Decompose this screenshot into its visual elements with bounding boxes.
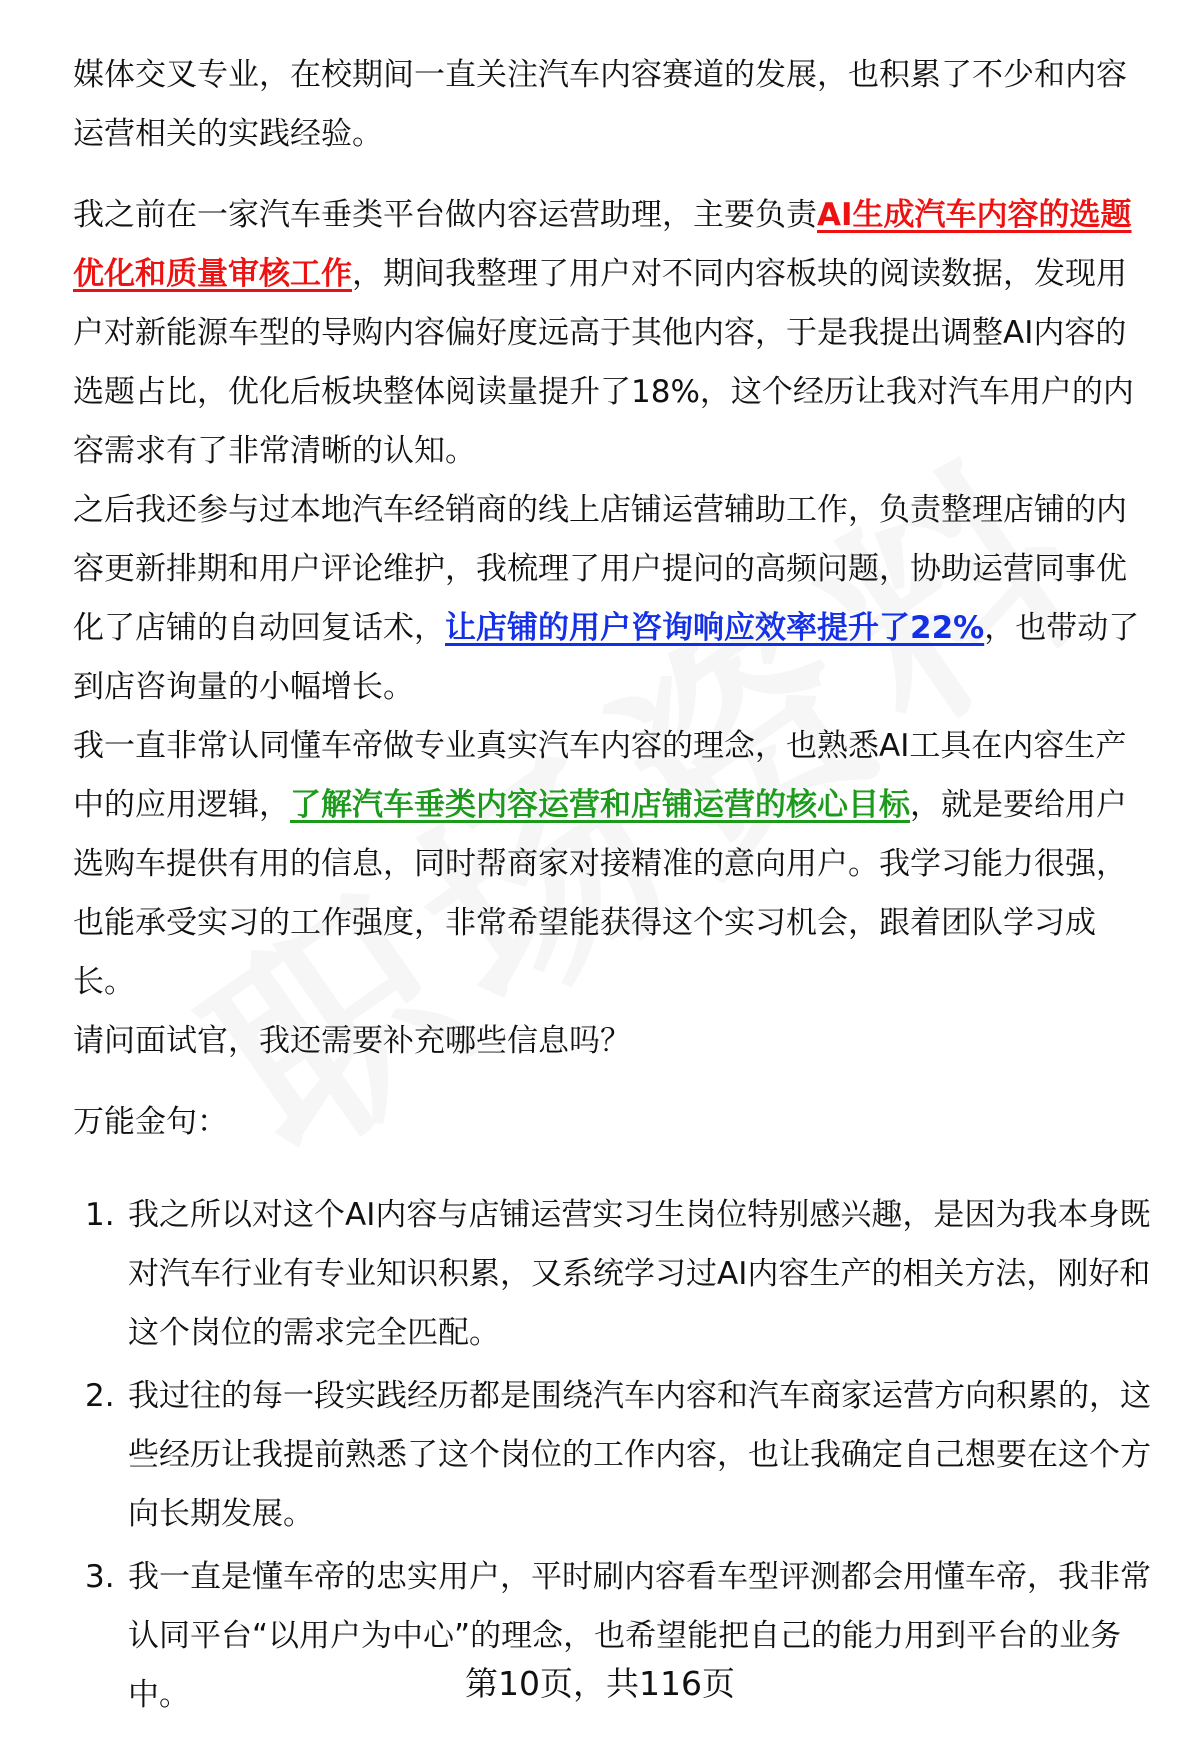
- paragraph-experience-platform: [73, 186, 1153, 481]
- list-item-text: 我之所以对这个AI内容与店铺运营实习生岗位特别感兴趣，是因为我本身既对汽车行业有专业知识积累，又系统学习过AI内容生产的相关方法，刚好和这个岗位的需求完全匹配。: [128, 1197, 1151, 1351]
- list-number: 3.: [85, 1559, 115, 1595]
- section-heading-golden-sentences: 万能金句：: [73, 1104, 228, 1140]
- list-item: [73, 1367, 1153, 1544]
- paragraph-intro-continued: 媒体交叉专业，在校期间一直关注汽车内容赛道的发展，也积累了不少和内容运营相关的实践经验。: [73, 57, 1127, 152]
- page-number-footer: 第10页，共116页: [465, 1664, 735, 1703]
- document-body: [73, 46, 1153, 1729]
- highlight-green: 了解汽车垂类内容运营和店铺运营的核心目标: [290, 787, 910, 823]
- text-segment: 我之前在一家汽车垂类平台做内容运营助理，主要负责: [73, 197, 817, 233]
- list-item-text: 我过往的每一段实践经历都是围绕汽车内容和汽车商家运营方向积累的，这些经历让我提前熟悉了这个岗位的工作内容，也让我确定自己想要在这个方向长期发展。: [128, 1378, 1151, 1532]
- list-item: [73, 1186, 1153, 1363]
- text-segment: ，就是要给用户选购车提供有用的信息，同时帮商家对接精准的意向用户。我学习能力很强，也能承受实习的工作强度，非常希望能获得这个实习机会，跟着团队学习成长。: [73, 787, 1127, 1000]
- text-segment: 我一直非常认同懂车帝做专业真实汽车内容的理念，也熟悉AI工具在内容生产中的应用逻辑，: [73, 728, 1127, 823]
- text-segment: ，期间我整理了用户对不同内容板块的阅读数据，发现用户对新能源车型的导购内容偏好度远高于其他内容，于是我提出调整AI内容的选题占比，优化后板块整体阅读量提升了18%，这个经历让我对汽车用户的内容需求有了非常清晰的认知。: [73, 256, 1134, 469]
- text-segment: ，也带动了到店咨询量的小幅增长。: [73, 610, 1140, 705]
- golden-sentence-list: [73, 1186, 1153, 1725]
- list-number: 1.: [85, 1197, 115, 1233]
- highlight-blue: 让店铺的用户咨询响应效率提升了22%: [445, 610, 985, 646]
- text-segment: 之后我还参与过本地汽车经销商的线上店铺运营辅助工作，负责整理店铺的内容更新排期和用户评论维护，我梳理了用户提问的高频问题，协助运营同事优化了店铺的自动回复话术，: [73, 492, 1127, 646]
- paragraph-motivation: [73, 717, 1153, 1012]
- paragraph-closing-question: 请问面试官，我还需要补充哪些信息吗？: [73, 1023, 631, 1059]
- highlight-red: AI生成汽车内容的选题优化和质量审核工作: [73, 197, 1132, 292]
- list-item-text: 我一直是懂车帝的忠实用户，平时刷内容看车型评测都会用懂车帝，我非常认同平台“以用户为中心”的理念，也希望能把自己的能力用到平台的业务中。: [128, 1559, 1151, 1713]
- list-number: 2.: [85, 1378, 115, 1414]
- paragraph-experience-dealer: [73, 481, 1153, 717]
